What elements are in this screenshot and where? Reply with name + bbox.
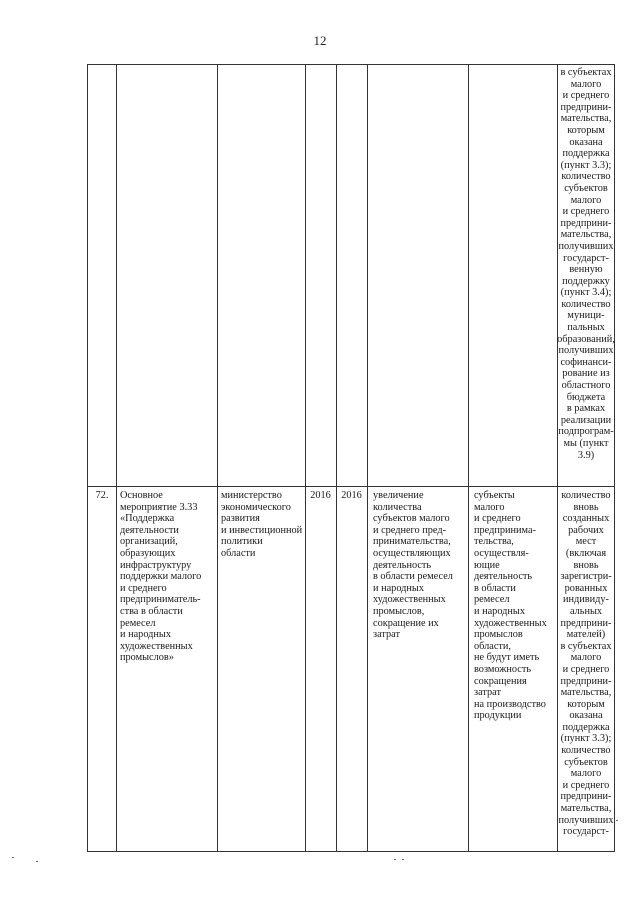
cell-measure-name-row2: Основное мероприятие 3.33 «Поддержка деятельности организаций, образующих инфраструктуру поддержки малого и среднего предприниматель- ства в области ремесел и народных художественных промыслов»: [120, 490, 202, 664]
cell-year-start-row2: 2016: [310, 490, 331, 501]
cell-indicators-row2: количество вновь созданных рабочих мест (включая вновь зарегистри- рованных индивиду- альных предприни- мателей) в субъектах малого и среднего предприни- мательства, которым оказана поддержка (пункт 3.3); количество субъектов малого и среднего предприни- мательства, получивших государст-: [558, 490, 614, 838]
cell-indicators-row1: в субъектах малого и среднего предприни- мательства, которым оказана поддержка (пункт 3.3); количество субъектов малого и среднего предприни- мательства, получивших государст- венную поддержку (пункт 3.4); количество муници- пальных образований, получивших софинанси- рование из областного бюджета в рамках реализации подпрограм- мы (пункт 3.9): [557, 67, 615, 461]
scan-speck: [12, 857, 14, 858]
page-number: 12: [313, 33, 327, 48]
cell-year-end-row2: 2016: [341, 490, 362, 501]
cell-number-row2: 72.: [95, 490, 109, 501]
column-divider: [336, 64, 337, 852]
table-border-left: [87, 64, 88, 852]
table-border-top: [87, 64, 615, 65]
scan-speck: [616, 820, 618, 821]
measures-table: [87, 64, 615, 852]
scan-speck: [394, 859, 396, 860]
column-divider: [367, 64, 368, 852]
cell-consequences-row2: субъекты малого и среднего предпринима- тельства, осуществля- ющие деятельность в области ремесел и народных художественных промыслов области, не будут иметь возможность сокращения затрат на производство продукции: [474, 490, 547, 722]
scan-speck: [402, 859, 404, 860]
cell-executor-row2: министерство экономического развития и инвестиционной политики области: [221, 490, 303, 559]
row-divider: [87, 486, 615, 487]
column-divider: [116, 64, 117, 852]
column-divider: [468, 64, 469, 852]
scan-speck: [36, 861, 38, 862]
table-border-bottom: [87, 851, 615, 852]
column-divider: [217, 64, 218, 852]
cell-expected-result-row2: увеличение количества субъектов малого и среднего пред- принимательства, осуществляющих деятельность в области ремесел и народных художественных промыслов, сокращение их затрат: [373, 490, 453, 641]
column-divider: [305, 64, 306, 852]
